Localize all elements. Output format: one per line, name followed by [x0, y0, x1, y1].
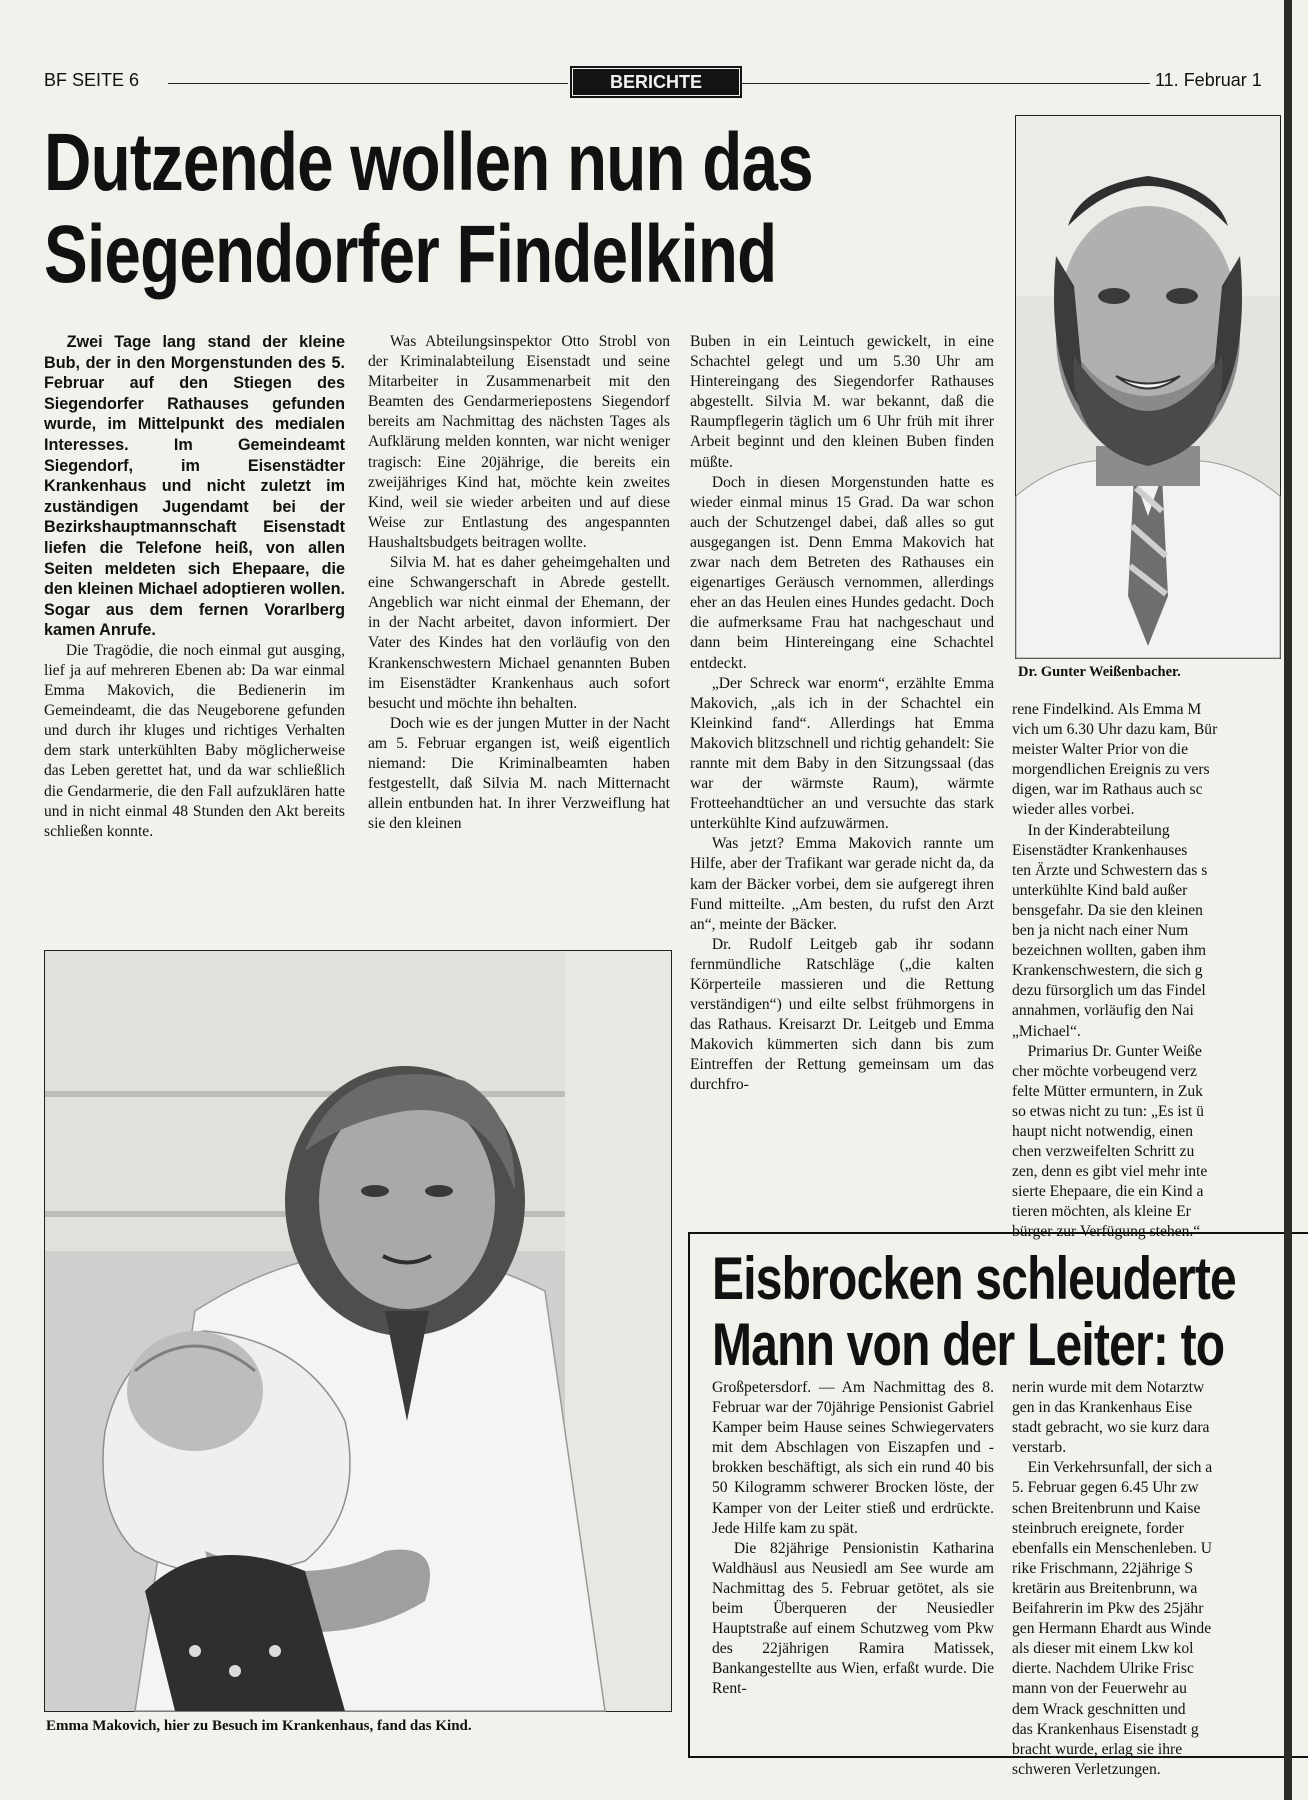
col4-line: felte Mütter ermuntern, in Zuk [1012, 1082, 1203, 1100]
col4-line: bürger zur Verfügung stehen.“ [1012, 1223, 1201, 1241]
article-2-headline-line-1: Eisbrocken schleuderte [712, 1245, 1236, 1312]
a2col2-line: als dieser mit einem Lkw kol [1012, 1640, 1194, 1658]
a2col2-line: schen Breitenbrunn und Kaise [1012, 1499, 1201, 1517]
a2col2-line: ebenfalls ein Menschenleben. U [1012, 1539, 1213, 1557]
column-1-paragraph: Die Tragödie, die noch einmal gut ausging, lief ja auf mehreren Ebenen ab: Da war einmal Emma Makovich, die Bedienerin im Gemeindeamt, die das Neugeborene gefunden und durch ihr kluges und richtiges Verhalten dem stark unterkühlten Baby möglicherweise das Leben gerettet hat, und da war schließlich die Gendarmerie, die den Fall aufzuklären hatte und in nicht einmal 48 Stunden den Akt bereits schließen konnte. [44, 641, 345, 840]
col4-line: Primarius Dr. Gunter Weiße [1012, 1042, 1202, 1060]
a2col2-line: das Krankenhaus Eisenstadt g [1012, 1720, 1199, 1738]
col4-line: meister Walter Prior von die [1012, 741, 1189, 759]
col4-line: bezeichnen wollten, gaben ihm [1012, 942, 1206, 960]
page-edge-shadow [1284, 0, 1292, 1800]
page-number: BF SEITE 6 [44, 70, 140, 90]
col4-line: zen, denn es gibt viel mehr inte [1012, 1163, 1208, 1181]
col4-line: wieder alles vorbei. [1012, 801, 1135, 819]
col4-line: „Michael“. [1012, 1022, 1081, 1040]
lead-paragraph: Zwei Tage lang stand der kleine Bub, der in den Morgenstunden des 5. Februar auf den Stiegen des Siegendorfer Rathauses gefunden wurde, im Mittelpunkt des medialen Interesses. Im Gemeindeamt Siegendorf, im Eisenstädter Krankenhaus und nicht zuletzt im zuständigen Jugendamt bei der Bezirkshauptmannschaft Eisenstadt liefen die Telefone heiß, von allen Seiten meldeten sich Ehepaare, die den kleinen Michael adoptieren wollen. Sogar aus dem fernen Vorarlberg kamen Anrufe. [44, 333, 345, 640]
col4-line: haupt nicht notwendig, einen [1012, 1122, 1194, 1140]
article-column-3 [690, 332, 994, 1208]
col4-line: Krankenschwestern, die sich g [1012, 962, 1203, 980]
col4-line: In der Kinderabteilung [1012, 821, 1170, 839]
col4-line: dezu fürsorglich um das Findel [1012, 982, 1206, 1000]
column-3-paragraph-3: „Der Schreck war enorm“, erzählte Emma Makovich, „als ich in der Schachtel ein Kleinkind fand“. Allerdings hat Emma Makovich blitzschnell und richtig gehandelt: Sie rannte mit dem Baby in den Sitzungssaal (das war der wärmste Raum), wärmte Frotteehandtücher an und versuchte das stark unterkühlte Kind aufzuwärmen. [690, 674, 994, 833]
article-2-paragraph-1: Großpetersdorf. — Am Nachmittag des 8. Februar war der 70jährige Pensionist Gabriel Kamper beim Hause seines Schwiegervaters mit dem Abschlagen von Eiszapfen und -brokken beschäftigt, als sich ein rund 40 bis 50 Kilogramm schwerer Brocken löste, der Kamper von der Leiter stieß und erdrückte. Jede Hilfe kam zu spät. [712, 1379, 994, 1537]
a2col2-line: Ein Verkehrsunfall, der sich a [1012, 1459, 1213, 1477]
col4-line: tieren möchten, als kleine Er [1012, 1203, 1191, 1221]
portrait-photo [1015, 115, 1281, 659]
column-3-paragraph-1: Buben in ein Leintuch gewickelt, in eine Schachtel gelegt und um 5.30 Uhr am Hintereingang des Siegendorfer Rathauses abgestellt. Silvia M. war bekannt, daß die Raumpflegerin täglich um 6 Uhr früh mit ihrer Arbeit beginnt und den kleinen Buben finden müßte. [690, 333, 994, 471]
col4-line: so etwas nicht zu tun: „Es ist ü [1012, 1102, 1204, 1120]
column-2-paragraph-1: Was Abteilungsinspektor Otto Strobl von der Kriminalabteilung Eisenstadt und seine Mitarbeiter in Zusammenarbeit mit den Beamten des Gendarmeriepostens Siegendorf bereits am Nachmittag des nächsten Tages als Aufklärung melden konnten, war nicht weniger tragisch: Eine 20jährige, die bereits ein zweijähriges Kind hat, möchte kein zweites Kind, weil sie wieder arbeiten und auf diese Weise zur Entlastung des angespannten Haushaltsbudgets beitragen wollte. [368, 333, 670, 551]
a2col2-line: stadt gebracht, wo sie kurz dara [1012, 1419, 1210, 1437]
header-rule-right [740, 83, 1150, 84]
column-3-paragraph-2: Doch in diesen Morgenstunden hatte es wieder einmal minus 15 Grad. Da war schon auch der Schutzengel dabei, daß alles so gut ausgegangen ist. Denn Emma Makovich hat zwar nach dem Betreten des Rathauses ein eigenartiges Geräusch vernommen, allerdings eher an das Heulen eines Hundes gedacht. Doch die aufmerksame Frau hat nachgeschaut und dann beim Hintereingang eine Schachtel entdeckt. [690, 473, 994, 672]
a2col2-line: schweren Verletzungen. [1012, 1760, 1161, 1778]
col4-line: Eisenstädter Krankenhauses [1012, 841, 1188, 859]
a2col2-line: bracht wurde, erlag sie ihre [1012, 1740, 1183, 1758]
article-2-column-1 [712, 1378, 994, 1748]
col4-line: digen, war im Rathaus auch sc [1012, 781, 1203, 799]
article-column-1 [44, 332, 345, 926]
header-rule-left [168, 83, 568, 84]
portrait-illustration [1016, 116, 1280, 658]
column-2-paragraph-3: Doch wie es der jungen Mutter in der Nacht am 5. Februar ergangen ist, weiß eigentlich niemand: Die Kriminalbeamten haben festgestellt, daß Silvia M. nach Mitternacht allein entbunden hat. In ihrer Verzweiflung hat sie den kleinen [368, 714, 670, 833]
a2col2-line: nerin wurde mit dem Notarztw [1012, 1379, 1205, 1396]
col4-line: vich um 6.30 Uhr dazu kam, Bür [1012, 721, 1218, 739]
column-2-paragraph-2: Silvia M. hat es daher geheimgehalten und eine Schwangerschaft in Abrede gestellt. Angeblich war nicht einmal der Ehemann, der in der Nacht arbeitet, davon informiert. Der Vater des Kindes hat den vorläufig von den Krankenschwestern Michael genannten Buben im Eisenstädter Krankenhaus auch sofort besucht und möchte ihn behalten. [368, 554, 670, 712]
headline-line-2: Siegendorfer Findelkind [44, 209, 777, 300]
column-3-paragraph-4: Was jetzt? Emma Makovich rannte um Hilfe, aber der Trafikant war gerade nicht da, da kam der Bäcker vorbei, dem sie aufgeregt ihren Fund mitteilte. „Am besten, du rufst den Arzt an“, meinte der Bäcker. [690, 835, 994, 933]
main-photo [44, 950, 672, 1712]
col4-line: cher möchte vorbeugend verz [1012, 1062, 1197, 1080]
a2col2-line: rike Frischmann, 22jährige S [1012, 1559, 1194, 1577]
main-photo-caption: Emma Makovich, hier zu Besuch im Krankenhaus, fand das Kind. [46, 1718, 472, 1734]
col4-line: morgendlichen Ereignis zu vers [1012, 761, 1210, 779]
a2col2-line: Beifahrerin im Pkw des 25jähr [1012, 1600, 1204, 1618]
issue-date: 11. Februar 1 [1155, 70, 1262, 90]
headline-line-1: Dutzende wollen nun das [44, 117, 813, 208]
a2col2-line: dierte. Nachdem Ulrike Frisc [1012, 1660, 1194, 1678]
col4-line: rene Findelkind. Als Emma M [1012, 701, 1202, 718]
a2col2-line: mann von der Feuerwehr au [1012, 1680, 1187, 1698]
article-2-headline-line-2: Mann von der Leiter: to [712, 1311, 1225, 1378]
article-column-4 [1012, 700, 1292, 1240]
a2col2-line: 5. Februar gegen 6.45 Uhr zw [1012, 1479, 1199, 1497]
a2col2-line: kretärin aus Breitenbrunn, wa [1012, 1579, 1198, 1597]
a2col2-line: steinbruch ereignete, forder [1012, 1519, 1184, 1537]
article-column-2 [368, 332, 670, 926]
article-2-paragraph-2: Die 82jährige Pensionistin Katharina Waldhäusl aus Neusiedl am See wurde am Nachmittag des 5. Februar getötet, als sie beim Überqueren der Neusiedler Hauptstraße auf einem Schutzweg vom Pkw des 22jährigen Ramira Matissek, Bankangestellte aus Wien, erfaßt wurde. Die Rent- [712, 1539, 994, 1698]
a2col2-line: gen in das Krankenhaus Eise [1012, 1399, 1193, 1417]
main-photo-illustration [45, 951, 671, 1711]
a2col2-line: gen Hermann Ehardt aus Winde [1012, 1620, 1212, 1638]
portrait-caption: Dr. Gunter Weißenbacher. [1018, 664, 1181, 680]
col4-line: ben ja nicht nach einer Num [1012, 922, 1189, 940]
col4-line: annahmen, vorläufig den Nai [1012, 1002, 1194, 1020]
section-badge: BERICHTE [570, 66, 742, 98]
col4-line: unterkühlte Kind bald außer [1012, 881, 1188, 899]
column-3-paragraph-5: Dr. Rudolf Leitgeb gab ihr sodann fernmündliche Ratschläge („die kalten Körperteile massieren und die Rettung verständigen“) und eilte selbst frühmorgens in das Rathaus. Kreisarzt Dr. Leitgeb und Emma Makovich kümmerten sich dann bis zum Eintreffen der Rettung gemeinsam um das durchfro- [690, 935, 994, 1094]
col4-line: ten Ärzte und Schwestern das s [1012, 861, 1208, 879]
col4-line: sierte Ehepaare, die ein Kind a [1012, 1183, 1204, 1201]
a2col2-line: verstarb. [1012, 1439, 1067, 1457]
article-2-column-2 [1012, 1378, 1292, 1778]
a2col2-line: dem Wrack geschnitten und [1012, 1700, 1186, 1718]
col4-line: chen verzweifelten Schritt zu [1012, 1143, 1195, 1161]
col4-line: bensgefahr. Da sie den kleinen [1012, 901, 1203, 919]
